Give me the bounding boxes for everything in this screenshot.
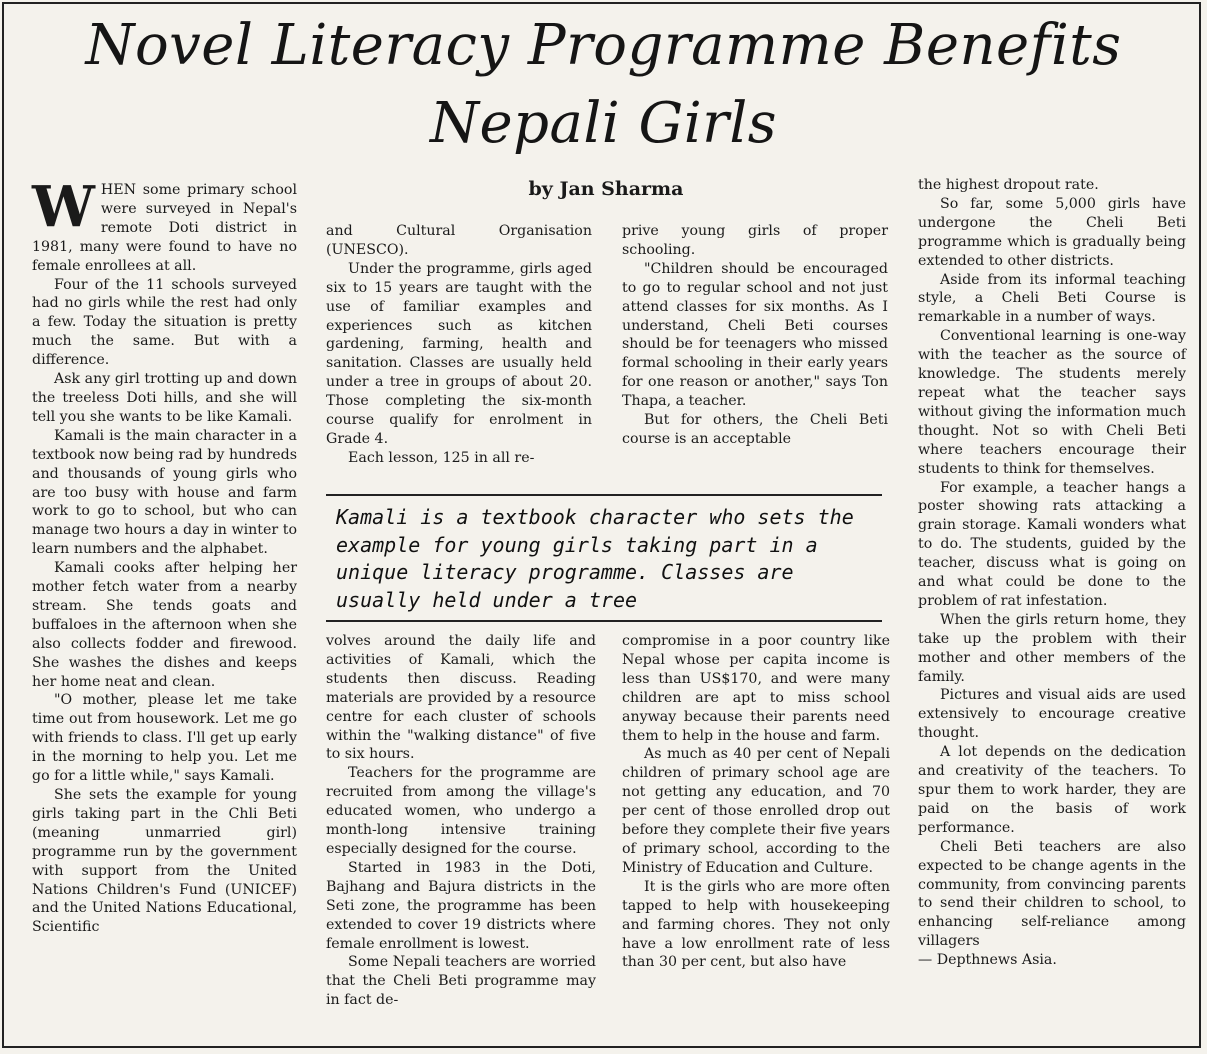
paragraph: Four of the 11 schools surveyed had no girls while the rest had only a few. Today the situation is pretty much the same. But with a difference. [32,276,297,369]
paragraph: and Cultural Organisation (UNESCO). [326,223,592,258]
paragraph: Teachers for the programme are recruited from among the village's educated women, who undergo a month-long intensive training especially designed for the course. [326,765,596,857]
paragraph: "Children should be encouraged to go to regular school and not just attend classes for six months. As I understand, Cheli Beti courses should be for teenagers who missed formal schooling in their early years for one reason or another," says Ton Thapa, a teacher. [622,260,888,410]
paragraph: Started in 1983 in the Doti, Bajhang and Bajura districts in the Seti zone, the programme has been extended to cover 19 districts where female enrollment is lowest. [326,859,596,952]
paragraph: She sets the example for young girls taking part in the Chli Beti (meaning unmarried girl) programme run by the government with support from the United Nations Children's Fund (UNICEF) and the United Nations Educational, Scientific [32,787,297,936]
paragraph: So far, some 5,000 girls have undergone the Cheli Beti programme which is gradually being extended to other districts. [918,195,1186,269]
paragraph: Cheli Beti teachers are also expected to be change agents in the community, from convincing parents to send their children to school, to enhancing self-reliance among villagers [918,838,1186,950]
paragraph: When the girls return home, they take up the problem with their mother and other members of the family. [918,611,1186,685]
headline-line-1: Novel Literacy Programme Benefits [85,13,1122,78]
paragraph: volves around the daily life and activities of Kamali, which the students then discuss. Reading materials are provided by a resource centre for each cluster of schools within the "walking distance" of five to six hours. [326,633,596,763]
paragraph: But for others, the Cheli Beti course is an acceptable [622,412,888,447]
paragraph: "O mother, please let me take time out from housework. Let me go with friends to class. I'll get up early in the morning to help you. Let me go for a little while," says Kamali. [32,692,297,785]
paragraph: Pictures and visual aids are used extensively to encourage creative thought. [918,687,1186,742]
paragraph: It is the girls who are more often tapped to help with housekeeping and farming chores. They not only have a low enrollment rate of less than 30 per cent, but also have [622,878,890,971]
pull-quote-rule-top [326,494,882,496]
pull-quote-rule-bottom [326,620,882,622]
paragraph: Ask any girl trotting up and down the treeless Doti hills, and she will tell you she wants to be like Kamali. [32,371,297,425]
paragraph: prive young girls of proper schooling. [622,223,888,258]
paragraph: Kamali is the main character in a textbook now being rad by hundreds and thousands of young girls who are too busy with house and farm work to go to school, but who can manage two hours a day in winter to learn numbers and the alphabet. [32,427,297,558]
paragraph: compromise in a poor country like Nepal whose per capita income is less than US$170, and were many children are apt to miss school anyway because their parents need them to help in the house and farm. [622,633,890,744]
column-3-top [622,222,888,449]
column-3-bottom [622,632,890,972]
paragraph: Under the programme, girls aged six to 15 years are taught with the use of familiar examples and experiences such as kitchen gardening, farming, health and sanitation. Classes are usually held under a tree in groups of about 20. Those completing the six-month course qualify for enrolment in Grade 4. [326,260,592,447]
paragraph: For example, a teacher hangs a poster showing rats attacking a grain storage. Kamali wonders what to do. The students, guided by the teacher, discuss what is going on and what could be done to the problem of rat infestation. [918,479,1186,609]
paragraph: A lot depends on the dedication and creativity of the teachers. To spur them to work harder, they are paid on the basis of work performance. [918,744,1186,836]
paragraph: Each lesson, 125 in all re- [348,449,535,466]
paragraph: the highest dropout rate. [918,177,1099,193]
paragraph: Some Nepali teachers are worried that the Cheli Beti programme may in fact de- [326,954,596,1009]
pull-quote: Kamali is a textbook character who sets the example for young girls taking part in a unique literacy programme. Classes are usually held under a tree [336,505,854,612]
column-2-bottom [326,632,596,1010]
paragraph: Kamali cooks after helping her mother fetch water from a nearby stream. She tends goats and buffaloes in the afternoon when she also collects fodder and firewood. She washes the dishes and keeps her home neat and clean. [32,560,297,690]
paragraph: Aside from its informal teaching style, a Cheli Beti Course is remarkable in a number of ways. [918,271,1186,326]
paragraph: WHEN some primary school were surveyed in Nepal's remote Doti district in 1981, many were found to have no female enrollees at all. [32,174,297,274]
drop-cap: W [32,174,95,240]
credit-line: — Depthnews Asia. [918,952,1057,969]
paragraph: Conventional learning is one-way with the teacher as the source of knowledge. The students merely repeat what the teacher says without giving the information much thought. Not so with Cheli Beti where teachers encourage their students to think for themselves. [918,328,1186,477]
column-1 [32,174,297,937]
column-2-top [326,222,592,468]
column-4 [918,176,1186,970]
paragraph: As much as 40 per cent of Nepali children of primary school age are not getting any education, and 70 per cent of those enrolled drop out before they complete their five years of primary school, according to the Ministry of Education and Culture. [622,746,890,876]
byline: by Jan Sharma [528,178,684,200]
headline-line-2: Nepali Girls [429,91,778,156]
